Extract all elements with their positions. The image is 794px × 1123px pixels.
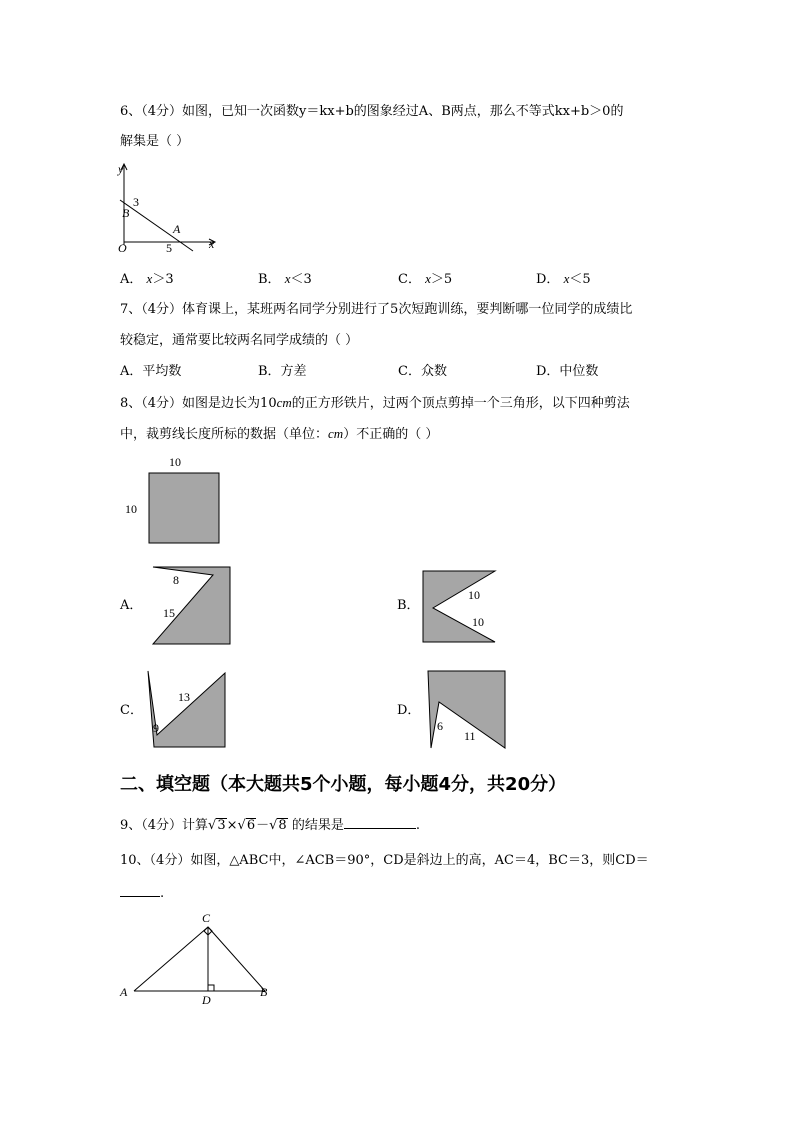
q8-option-a-letter[interactable]: A． xyxy=(120,598,143,613)
q7-option-d[interactable]: D．中位数 xyxy=(536,364,599,379)
q6-option-a[interactable]: A． x＞3 xyxy=(120,271,174,287)
cut-b-label-10-top: 10 xyxy=(468,588,480,602)
q8-option-b-figure[interactable] xyxy=(420,568,500,646)
q8-option-c-letter[interactable]: C． xyxy=(120,703,143,718)
cut-c-label-9: 9 xyxy=(153,721,159,735)
cut-c-label-13: 13 xyxy=(178,690,190,704)
cut-a-label-15: 15 xyxy=(163,606,175,620)
q6-text-line2: 解集是（ ） xyxy=(120,134,190,149)
cut-d-label-11: 11 xyxy=(464,729,476,743)
q8-option-b-letter[interactable]: B． xyxy=(397,598,420,613)
label-3: 3 xyxy=(133,195,139,209)
q8-option-d-letter[interactable]: D． xyxy=(397,703,421,718)
q10-text-line1: 10、（4分）如图，△ABC中，∠ACB＝90°，CD是斜边上的高，AC＝4，BC＝3，则CD＝ xyxy=(120,853,649,868)
side-left-label: 10 xyxy=(125,502,137,516)
q8-option-d-figure[interactable] xyxy=(425,668,510,753)
y-label: y xyxy=(118,162,124,176)
point-a-label: A xyxy=(173,222,181,236)
q6-option-b[interactable]: B． x＜3 xyxy=(258,271,312,287)
vertex-c-label: C xyxy=(202,911,211,925)
q7-text-line1: 7、（4分）体育课上，某班两名同学分别进行了5次短跑训练，要判断哪一位同学的成绩比 xyxy=(120,302,633,317)
q7-option-a[interactable]: A．平均数 xyxy=(120,364,182,379)
x-label: x xyxy=(209,237,215,251)
q8-text-line1: 8、（4分）如图是边长为10cm的正方形铁片，过两个顶点剪掉一个三角形，以下四种剪法 xyxy=(120,395,630,411)
q9-answer-blank[interactable] xyxy=(344,816,416,829)
side-bc xyxy=(208,927,265,991)
point-b-label: B xyxy=(122,206,130,220)
q8-square-figure xyxy=(120,450,230,550)
q10-triangle-figure xyxy=(115,905,285,1010)
function-line xyxy=(120,200,193,251)
q6-text-line1: 6、（4分）如图，已知一次函数y＝kx+b的图象经过A、B两点，那么不等式kx+b＞0的 xyxy=(120,104,624,119)
cut-b-label-10-bottom: 10 xyxy=(472,615,484,629)
q8-text-line2: 中，裁剪线长度所标的数据（单位：cm）不正确的（ ） xyxy=(120,426,439,442)
radicand-3: 3 xyxy=(217,818,226,833)
q9-text: 9、（4分）计算√3×√6－√8 的结果是 . xyxy=(120,818,420,833)
vertex-d-label: D xyxy=(202,993,211,1007)
q6-option-d[interactable]: D． x＜5 xyxy=(536,271,591,287)
q6-graph-figure xyxy=(115,160,225,255)
q10-answer-blank[interactable] xyxy=(120,884,160,897)
q6-option-c[interactable]: C． x＞5 xyxy=(398,271,453,287)
cut-shape-c xyxy=(148,671,225,747)
q8-option-c-figure[interactable] xyxy=(145,667,230,752)
cut-d-label-6: 6 xyxy=(437,719,443,733)
side-top-label: 10 xyxy=(169,455,181,469)
q8-option-a-figure[interactable] xyxy=(150,562,235,647)
radicand-6: 6 xyxy=(246,818,256,833)
section-2-heading: 二、填空题（本大题共5个小题，每小题4分，共20分） xyxy=(120,774,567,795)
q7-text-line2: 较稳定，通常要比较两名同学成绩的（ ） xyxy=(120,333,359,348)
q7-option-c[interactable]: C．众数 xyxy=(398,364,447,379)
origin-label: O xyxy=(118,241,127,255)
q10-text-line2: . xyxy=(120,884,164,902)
radicand-8: 8 xyxy=(278,818,287,833)
vertex-b-label: B xyxy=(260,985,268,999)
square-plate xyxy=(149,473,219,543)
vertex-a-label: A xyxy=(120,985,128,999)
q7-option-b[interactable]: B．方差 xyxy=(258,364,307,379)
cut-shape-b xyxy=(423,571,495,642)
right-angle-d-icon xyxy=(208,985,214,991)
label-5: 5 xyxy=(166,241,172,255)
side-ac xyxy=(134,927,208,991)
cut-a-label-8: 8 xyxy=(173,573,179,587)
